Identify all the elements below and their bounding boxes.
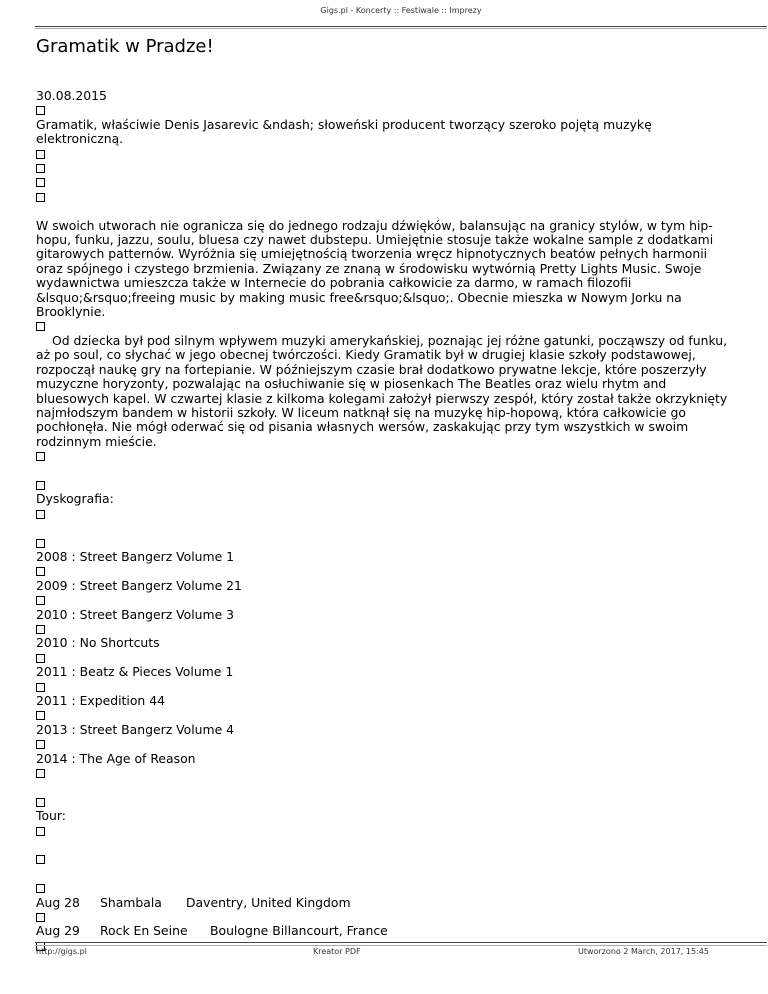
tour-event: Shambala xyxy=(100,894,162,910)
broken-image-icon xyxy=(36,150,45,159)
broken-image-icon xyxy=(36,740,45,749)
discography-item: 2008 : Street Bangerz Volume 1 xyxy=(36,548,235,564)
broken-image-icon xyxy=(36,769,45,778)
broken-image-icon xyxy=(36,481,45,490)
broken-image-icon xyxy=(36,683,45,692)
tour-place: Boulogne Billancourt, France xyxy=(210,923,388,939)
paragraph-2-text: Od dziecka był pod silnym wpływem muzyki amerykańskiej, poznając jej różne gatunki, począwszy od funku, aż po soul, co słychać w jego obecnej twórczości. Kiedy Gramatik był w drugiej klasie szkoły podstawowej, rozpoczął naukę gry na fortepianie. W późniejszym czasie brał dodatkowo prywatne lekcje, które poszerzyły muzyczne horyzonty, pozwalając na osłuchiwanie się w piosenkach The Beatles oraz wielu rhytm and bluesowych kapel. W czwartej klasie z kilkoma kolegami założył pierwszy zespół, który został także okrzyknięty najmłodszym bandem w historii szkoły. W liceum natknął się na muzykę hip-hopową, która całkowicie go pochłonęła. Nie mógł oderwać się od pisania własnych wersów, zaskakując przy tym wszystkich w swoim rodzinnym mieście. xyxy=(36,332,728,449)
broken-image-icon xyxy=(36,452,45,461)
broken-image-icon xyxy=(36,827,45,836)
footer-divider xyxy=(35,942,767,943)
broken-image-icon xyxy=(36,855,45,864)
broken-image-icon xyxy=(36,193,45,202)
header-divider xyxy=(35,26,767,27)
article-title: Gramatik w Pradze! xyxy=(36,36,214,57)
broken-image-icon xyxy=(36,654,45,663)
broken-image-icon xyxy=(36,884,45,893)
broken-image-icon xyxy=(36,539,45,548)
broken-image-icon xyxy=(36,798,45,807)
discography-heading: Dyskografia: xyxy=(36,491,114,507)
article-paragraph-1: W swoich utworach nie ogranicza się do jednego rodzaju dźwięków, balansując na granicy stylów, w tym hip-hopu, funku, jazzu, soulu, bluesa czy nawet dubstepu. Umiejętnie stosuje także wokalne sample z dodatkami gitarowych patternów. Wyróżnia się umiejętnością tworzenia wręcz hipnotycznych beatów pełnych harmonii oraz spójnego i czystego brzmienia. Związany ze znaną w środowisku wytwórnią Pretty Lights Music. Swoje wydawnictwa umieszcza także w Internecie do pobrania całkowicie za darmo, w ramach filozofii &lsquo;&rsquo;freeing music by making music free&rsquo;&lsquo;. Obecnie mieszka w Nowym Jorku na Brooklynie. xyxy=(36,217,714,320)
discography-item: 2011 : Expedition 44 xyxy=(36,693,165,709)
discography-item: 2010 : Street Bangerz Volume 3 xyxy=(36,606,235,622)
discography-item: 2009 : Street Bangerz Volume 21 xyxy=(36,577,242,593)
footer-divider-secondary xyxy=(35,945,767,946)
discography-item: 2011 : Beatz & Pieces Volume 1 xyxy=(36,664,234,680)
tour-heading: Tour: xyxy=(36,808,66,824)
footer-created: Utworzono 2 March, 2017, 15:45 xyxy=(578,947,709,956)
article-body xyxy=(36,89,736,953)
article-intro: Gramatik, właściwie Denis Jasarevic &ndash; słoweński producent tworzący szeroko pojętą muzykę elektroniczną. xyxy=(36,116,652,147)
broken-image-icon xyxy=(36,567,45,576)
tour-place: Daventry, United Kingdom xyxy=(186,894,351,910)
tour-date: Aug 29 xyxy=(36,923,80,939)
broken-image-icon xyxy=(36,106,45,115)
broken-image-icon xyxy=(36,596,45,605)
tour-date: Aug 28 xyxy=(36,894,80,910)
discography-list xyxy=(36,550,736,781)
discography-item: 2013 : Street Bangerz Volume 4 xyxy=(36,721,235,737)
broken-image-icon xyxy=(36,322,45,331)
discography-item: 2014 : The Age of Reason xyxy=(36,750,196,766)
footer-url: http://gigs.pl xyxy=(36,947,87,956)
article-date: 30.08.2015 xyxy=(36,88,107,103)
broken-image-icon xyxy=(36,164,45,173)
footer-creator: Kreator PDF xyxy=(313,947,361,956)
tour-event: Rock En Seine xyxy=(100,923,188,939)
broken-image-icon xyxy=(36,510,45,519)
page-header: Gigs.pl - Koncerty :: Festiwale :: Imprezy xyxy=(320,6,482,15)
tour-row xyxy=(36,924,736,938)
discography-item: 2010 : No Shortcuts xyxy=(36,635,160,651)
broken-image-icon xyxy=(36,711,45,720)
article-paragraph-2 xyxy=(36,334,736,449)
header-divider-secondary xyxy=(35,28,767,29)
broken-image-icon xyxy=(36,178,45,187)
tour-row xyxy=(36,896,736,910)
broken-image-icon xyxy=(36,913,45,922)
broken-image-icon xyxy=(36,625,45,634)
